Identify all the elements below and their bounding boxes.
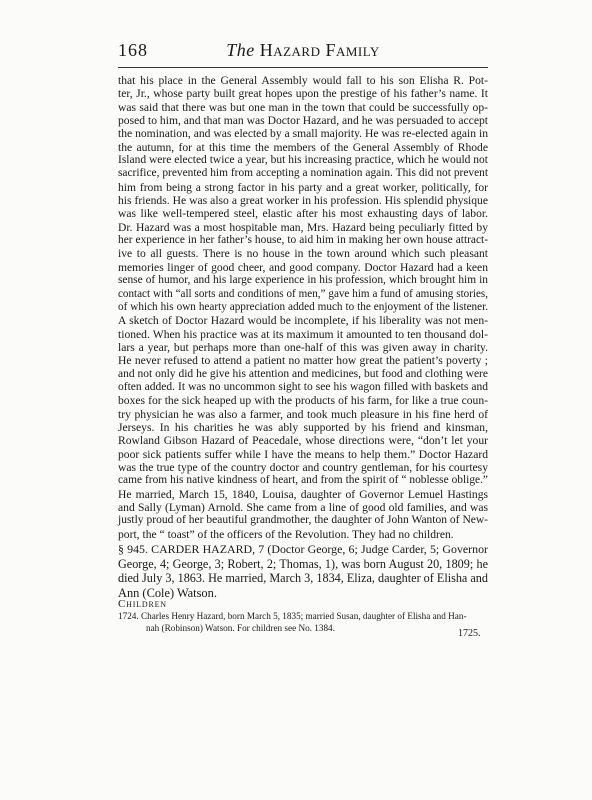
text-line: him from being a strong factor in his party and a great worker, politically, for (118, 180, 488, 194)
running-title (118, 40, 488, 61)
text-line: § 945. CARDER HAZARD, 7 (Doctor George, 6; Judge Carder, 5; Governor (118, 542, 488, 556)
text-line: the autumn, for at this time the members of the General Assembly of Rhode (118, 140, 488, 154)
header-rule (118, 67, 488, 68)
text-line: Dr. Hazard was a most hospitable man, Mrs. Hazard being peculiarly fitted by (118, 220, 488, 234)
children-heading: Children (118, 598, 167, 610)
text-line: memories linger of good cheer, and good company. Doctor Hazard had a keen (118, 260, 488, 274)
text-line: Rowland Gibson Hazard of Peacedale, whose directions were, “don’t let your (118, 434, 488, 448)
text-line: boxes for the sick heaped up with the products of his farm, for like a true coun- (118, 394, 488, 408)
text-line: try physician he was also a farmer, and took much pleasure in his fine herd of (118, 407, 488, 421)
text-line: Jerseys. In his charities he was ably supported by his friend and kinsman, (118, 420, 488, 434)
page-header (118, 40, 488, 64)
text-line: sense of humor, and his large experience in his profession, which brought him in (118, 274, 488, 287)
text-line: his friends. He was also a great worker in his profession. His splendid physique (118, 194, 488, 208)
text-line: her experience in her father’s house, to aid him in making her own house attract- (118, 234, 488, 247)
text-line: port, the “ toast” of the officers of the Revolution. They had no children. (118, 527, 454, 541)
text-line: that his place in the General Assembly would fall to his son Elisha R. Pot- (118, 74, 488, 87)
text-line: came from his native kindness of heart, and from the spirit of “ noblesse oblige.” (118, 474, 488, 487)
text-line: was like well-tempered steel, elastic after his most exhausting days of labor. (118, 207, 488, 221)
text-line: ter, Jr., whose party built great hopes upon the prestige of his father’s name. It (118, 87, 488, 101)
text-line: posed to him, and that man was Doctor Hazard, and he was persuaded to accept (118, 114, 488, 128)
text-line: He never refused to attend a patient no matter how great the patient’s poverty ; (118, 354, 488, 368)
text-line: George, 4; George, 3; Robert, 2; Thomas, 1), was born August 20, 1809; he (118, 556, 488, 571)
page-number: 168 (118, 40, 148, 60)
text-line: tioned. When his practice was at its maximum it amounted to ten thousand dol- (118, 327, 488, 341)
text-line: poor sick patients suffer while I have the means to help them.” Doctor Hazard (118, 447, 488, 461)
text-line: and not only did he give his attention and medicines, but food and clothing were (118, 367, 488, 380)
text-line: contact with “all sorts and conditions of men,” gave him a fund of amusing stories, (118, 287, 488, 300)
text-line: was the true type of the country doctor and country gentleman, for his courtesy (118, 460, 488, 474)
text-line: often added. It was no uncommon sight to see his wagon filled with baskets and (118, 380, 488, 393)
genealogy-entry-945 (118, 542, 488, 600)
child-entry-1724 (118, 611, 488, 634)
text-line: died July 3, 1863. He married, March 3, 1834, Eliza, daughter of Elisha and (118, 571, 488, 585)
running-title-family: Hazard Family (259, 40, 380, 60)
text-line: justly proud of her beautiful grandmother, the daughter of John Wanton of New- (118, 514, 488, 527)
running-title-the: The (226, 40, 255, 60)
child-entry-line: nah (Robinson) Watson. For children see No. 1384. (146, 622, 335, 633)
text-line: Island were elected twice a year, but his increasing practice, which he would not (118, 154, 488, 167)
child-entry-line (118, 611, 488, 623)
text-line: A sketch of Doctor Hazard would be incomplete, if his liberality was not men- (118, 314, 488, 328)
child-number: 1724. (118, 611, 139, 621)
text-line: sacrifice, prevented him from accepting a nomination again. This did not prevent (118, 167, 488, 180)
text-line: the nomination, and was elected by a small majority. He was re-elected again in (118, 127, 488, 141)
text-line: lars a year, but perhaps more than one-half of this was given away in charity. (118, 340, 488, 354)
body-paragraph (118, 74, 488, 541)
text-line: ive to all guests. There is no house in the town around which such pleasant (118, 247, 488, 261)
catchword: 1725. (458, 628, 481, 639)
text-line: was said that there was but one man in the town that could be successfully op- (118, 100, 488, 114)
child-entry-text: Charles Henry Hazard, born March 5, 1835; married Susan, daughter of Elisha and Han- (140, 611, 467, 621)
text-line: and Sally (Lyman) Arnold. She came from a line of good old families, and was (118, 501, 488, 514)
text-line: He married, March 15, 1840, Louisa, daughter of Governor Lemuel Hastings (118, 487, 488, 501)
text-line: of which his own hearty appreciation added much to the enjoyment of the listener. (118, 300, 488, 313)
text-line: Ann (Cole) Watson. (118, 585, 217, 600)
